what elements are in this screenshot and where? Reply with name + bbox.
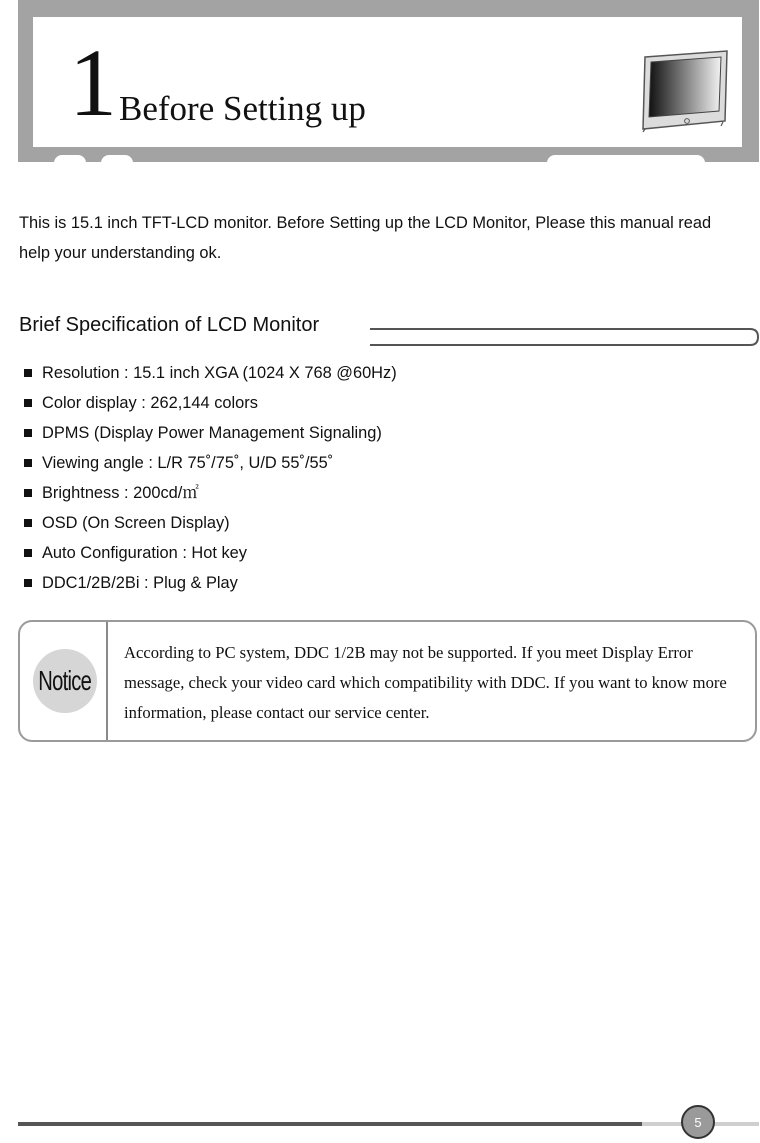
spec-item [24, 568, 397, 598]
spec-item [24, 478, 397, 508]
notice-label: Notice [38, 665, 92, 696]
spec-item-label: DDC1/2B/2Bi : Plug & Play [42, 574, 238, 592]
section-title: Brief Specification of LCD Monitor [19, 314, 320, 336]
spec-item [24, 418, 397, 448]
bullet-square-icon [24, 459, 32, 467]
spec-item-label: Color display : 262,144 colors [42, 394, 258, 412]
spec-item-label: Resolution : 15.1 inch XGA (1024 X 768 @60Hz) [42, 364, 397, 382]
chapter-number: 1 [69, 29, 117, 136]
spec-item-label: Brightness : 200cd/㎡ [42, 484, 199, 502]
notice-divider [106, 622, 108, 740]
spec-item-label: Viewing angle : L/R 75˚/75˚, U/D 55˚/55˚ [42, 454, 334, 472]
bullet-square-icon [24, 399, 32, 407]
bullet-square-icon [24, 519, 32, 527]
spec-item [24, 538, 397, 568]
spec-item [24, 358, 397, 388]
chapter-header-panel [33, 17, 742, 147]
header-tab [101, 155, 133, 169]
bullet-square-icon [24, 369, 32, 377]
bullet-square-icon [24, 489, 32, 497]
spec-item [24, 388, 397, 418]
intro-paragraph: This is 15.1 inch TFT-LCD monitor. Before Setting up the LCD Monitor, Please this manual read help your understanding ok. [19, 214, 712, 262]
bullet-square-icon [24, 429, 32, 437]
bullet-square-icon [24, 579, 32, 587]
footer-rule [18, 1122, 642, 1126]
lcd-monitor-icon [639, 49, 731, 133]
page-number-badge [681, 1105, 715, 1139]
notice-box [18, 620, 757, 742]
spec-list [24, 358, 397, 598]
chapter-header [18, 0, 759, 162]
page-number: 5 [694, 1114, 702, 1130]
spec-item-label: Auto Configuration : Hot key [42, 544, 247, 562]
spec-item-label: DPMS (Display Power Management Signaling) [42, 424, 382, 442]
chapter-title: Before Setting up [119, 89, 366, 128]
header-tab [54, 155, 86, 169]
section-title-rule [370, 327, 760, 347]
notice-badge [33, 649, 97, 713]
notice-text: According to PC system, DDC 1/2B may not be supported. If you meet Display Error message, check your video card which compatibility with DDC. If you want to know more information, please contact our service center. [124, 643, 727, 722]
spec-item [24, 508, 397, 538]
spec-item-label: OSD (On Screen Display) [42, 514, 230, 532]
header-tab [547, 155, 705, 169]
bullet-square-icon [24, 549, 32, 557]
spec-item [24, 448, 397, 478]
